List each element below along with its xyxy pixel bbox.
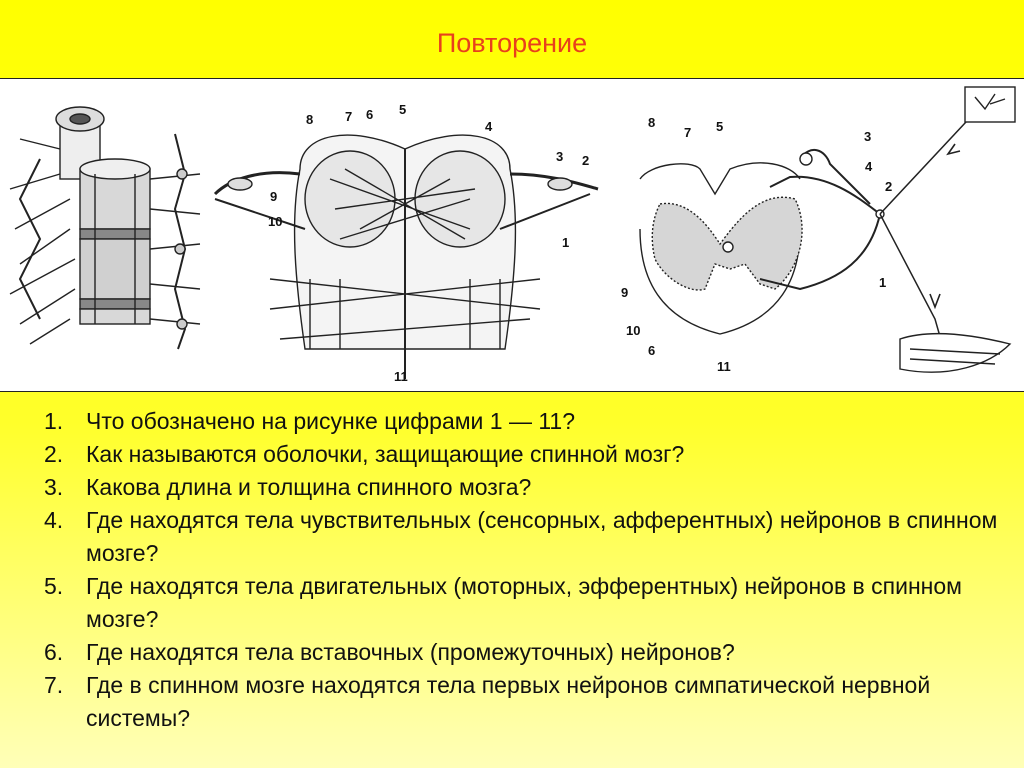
ra-label: 5: [716, 119, 724, 134]
cs-label: 9: [270, 189, 278, 204]
question-text: Какова длина и толщина спинного мозга?: [86, 474, 532, 500]
question-item: [44, 636, 1004, 669]
questions-list: [44, 405, 1004, 735]
question-number: 7.: [44, 672, 64, 698]
vertebral-column-drawing: [10, 107, 200, 349]
question-number: 3.: [44, 474, 64, 500]
reflex-arc-drawing: [640, 87, 1015, 372]
question-number: 2.: [44, 441, 64, 467]
question-text: Где находятся тела чувствительных (сенсорных, афферентных) нейронов в спинном мозге?: [86, 507, 998, 566]
question-number: 5.: [44, 573, 64, 599]
slide-title: Повторение: [436, 28, 588, 58]
question-text: Что обозначено на рисунке цифрами 1 — 11?: [86, 408, 576, 434]
question-number: 4.: [44, 507, 64, 533]
question-item: [44, 669, 1004, 735]
question-item: [44, 405, 1004, 438]
cs-label: 8: [306, 112, 314, 127]
ra-label: 3: [864, 129, 872, 144]
ra-label: 9: [621, 285, 629, 300]
ra-label: 11: [717, 359, 731, 374]
question-item: [44, 570, 1004, 636]
ra-label: 1: [879, 275, 887, 290]
question-item: [44, 438, 1004, 471]
question-number: 1.: [44, 408, 64, 434]
question-text: Где находятся тела двигательных (моторных, эфферентных) нейронов в спинном мозге?: [86, 573, 962, 632]
cs-label: 4: [485, 119, 493, 134]
cs-label: 10: [268, 214, 283, 229]
cs-label: 11: [394, 369, 408, 384]
figure-panel: [0, 78, 1024, 392]
cs-label: 6: [366, 107, 374, 122]
cs-label: 3: [556, 149, 564, 164]
ra-label: 10: [626, 323, 641, 338]
question-text: Где находятся тела вставочных (промежуточных) нейронов?: [86, 639, 735, 665]
question-text: Где в спинном мозге находятся тела первых нейронов симпатической нервной системы?: [86, 672, 931, 731]
cs-label: 5: [399, 102, 407, 117]
cs-label: 2: [582, 153, 590, 168]
ra-label: 2: [885, 179, 893, 194]
cs-label: 1: [562, 235, 570, 250]
spinal-cord-cross-section-drawing: [215, 135, 598, 379]
question-number: 6.: [44, 639, 64, 665]
question-item: [44, 471, 1004, 504]
ra-label: 4: [865, 159, 873, 174]
ra-label: 7: [684, 125, 692, 140]
ra-label: 6: [648, 343, 656, 358]
figures-svg: [0, 79, 1024, 391]
cs-label: 7: [345, 109, 353, 124]
question-text: Как называются оболочки, защищающие спинной мозг?: [86, 441, 685, 467]
question-item: [44, 504, 1004, 570]
ra-label: 8: [648, 115, 656, 130]
